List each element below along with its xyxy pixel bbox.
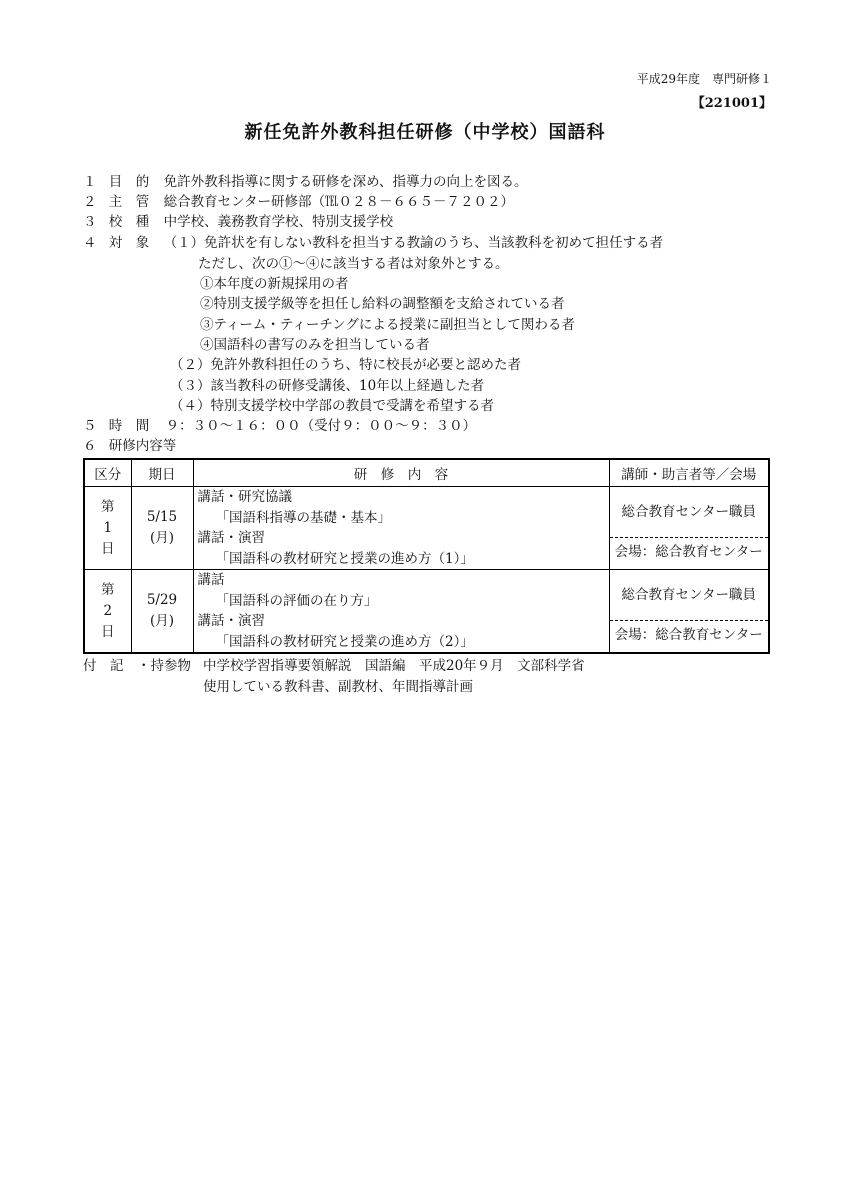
target-4: （４）特別支援学校中学部の教員で受講を希望する者 [170, 398, 494, 414]
appendix-item-label: ・持参物 [137, 658, 191, 674]
date-cell [131, 487, 193, 570]
date: 5/29 [146, 592, 178, 608]
item-num: １ [83, 174, 97, 190]
date-cell [131, 570, 193, 654]
item-label: 対 象 [108, 235, 150, 251]
exclusion-1: ①本年度の新規採用の者 [200, 276, 349, 292]
lecturer: 総合教育センター職員 [610, 487, 769, 538]
item-3 [83, 212, 393, 232]
appendix-line-1: 中学校学習指導要領解説 国語編 平成20年９月 文部科学省 [203, 658, 585, 674]
item-label: 研修内容等 [108, 438, 177, 454]
table-row [84, 487, 769, 570]
item-label: 校 種 [108, 214, 150, 230]
schedule-table [83, 458, 770, 654]
day-label: 第 2 日 [84, 570, 131, 654]
item-label: 時 間 [108, 418, 150, 434]
item-label: 主 管 [108, 194, 150, 210]
header-lecturer: 講師・助言者等／会場 [609, 459, 769, 487]
item-num: ６ [83, 438, 97, 454]
document-code: 【221001】 [691, 96, 772, 111]
weekday: (月) [149, 613, 175, 629]
date: 5/15 [146, 509, 178, 525]
exclusion-3: ③ティーム・ティーチングによる授業に副担当として関わる者 [200, 317, 575, 333]
item-text: ９：３０～１６：００（受付９：００～９：３０） [165, 418, 477, 434]
lecturer-cell [609, 570, 769, 654]
target-note: ただし、次の①～④に該当する者は対象外とする。 [198, 256, 509, 272]
appendix-label: 付 記 [83, 658, 124, 674]
exclusion-2: ②特別支援学級等を担任し給料の調整額を支給されている者 [200, 296, 565, 312]
table-header-row [84, 459, 769, 487]
item-6 [83, 436, 176, 456]
target-3: （３）該当教科の研修受講後、10年以上経過した者 [170, 378, 485, 394]
table-row [84, 570, 769, 654]
appendix-line-2: 使用している教科書、副教材、年間指導計画 [203, 679, 473, 695]
year-label: 平成29年度 専門研修１ [636, 72, 772, 86]
item-num: ３ [83, 214, 97, 230]
item-num: ２ [83, 194, 97, 210]
item-text: （１）免許状を有しない教科を担当する教諭のうち、当該教科を初めて担任する者 [163, 235, 664, 251]
weekday: (月) [149, 530, 175, 546]
venue: 会場：総合教育センター [614, 544, 763, 560]
day-label: 第 1 日 [84, 487, 131, 570]
item-num: ４ [83, 235, 97, 251]
lecturer: 総合教育センター職員 [610, 570, 769, 621]
venue: 会場：総合教育センター [614, 627, 763, 643]
exclusion-4: ④国語科の書写のみを担当している者 [200, 337, 430, 353]
header-kubun: 区分 [84, 459, 131, 487]
page-title: 新任免許外教科担任研修（中学校）国語科 [244, 122, 606, 143]
target-2: （２）免許外教科担任のうち、特に校長が必要と認めた者 [170, 357, 521, 373]
item-label: 目 的 [108, 174, 150, 190]
item-2 [83, 192, 514, 212]
item-text: 免許外教科指導に関する研修を深め、指導力の向上を図る。 [163, 174, 528, 190]
item-num: ５ [83, 418, 97, 434]
item-4 [83, 233, 663, 253]
content-cell: 講話・研究協議 「国語科指導の基礎・基本」 講話・演習 「国語科の教材研究と授業の進め方（1）」 [193, 487, 609, 570]
item-text: 中学校、義務教育学校、特別支援学校 [163, 214, 394, 230]
content-cell: 講話 「国語科の評価の在り方」 講話・演習 「国語科の教材研究と授業の進め方（2）」 [193, 570, 609, 654]
item-5 [83, 416, 476, 436]
header-date: 期日 [131, 459, 193, 487]
header-content: 研 修 内 容 [193, 459, 609, 487]
item-text: 総合教育センター研修部（℡０２８－６６５－７２０２） [163, 194, 515, 210]
lecturer-cell [609, 487, 769, 570]
item-1 [83, 172, 528, 192]
